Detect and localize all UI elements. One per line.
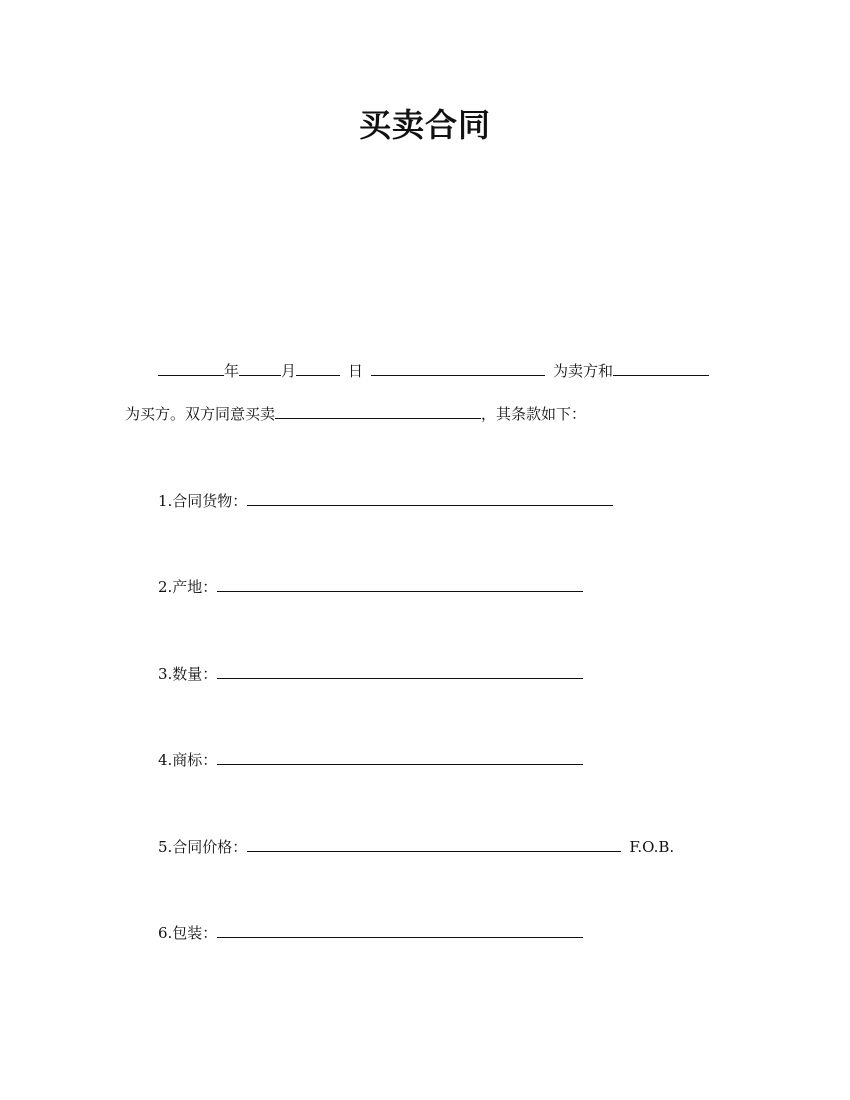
page-title: 买卖合同: [358, 106, 491, 144]
clause-blank[interactable]: [217, 748, 583, 765]
seller-blank[interactable]: [371, 359, 545, 376]
price-term: F.O.B.: [629, 838, 675, 856]
clause-label: 3.数量：: [158, 665, 218, 683]
clause-label: 5.合同价格：: [158, 838, 248, 856]
seller-label: 为卖方和: [553, 362, 614, 380]
intro-line-2: [125, 402, 586, 426]
year-blank[interactable]: [158, 359, 224, 376]
clause-4: [158, 748, 583, 772]
clause-label: 4.商标：: [158, 751, 218, 769]
clause-2: [158, 575, 583, 599]
clause-label: 2.产地：: [158, 578, 218, 596]
clause-blank[interactable]: [247, 835, 621, 852]
buyer-blank[interactable]: [613, 359, 709, 376]
day-label: 日: [348, 362, 364, 380]
clause-1: [158, 489, 613, 513]
month-label: 月: [281, 362, 297, 380]
clause-label: 6.包装：: [158, 924, 218, 942]
goods-intro-blank[interactable]: [275, 402, 481, 419]
clause-6: [158, 921, 583, 945]
clause-label: 1.合同货物：: [158, 492, 248, 510]
day-blank[interactable]: [296, 359, 340, 376]
terms-label: ，其条款如下：: [481, 405, 587, 423]
clause-5: [158, 835, 674, 859]
buyer-label: 为买方。双方同意买卖: [125, 405, 276, 423]
clause-blank[interactable]: [247, 489, 613, 506]
clause-blank[interactable]: [217, 921, 583, 938]
year-label: 年: [224, 362, 240, 380]
month-blank[interactable]: [239, 359, 281, 376]
clause-blank[interactable]: [217, 662, 583, 679]
intro-line-1: [158, 359, 709, 383]
clause-3: [158, 662, 583, 686]
clause-blank[interactable]: [217, 575, 583, 592]
